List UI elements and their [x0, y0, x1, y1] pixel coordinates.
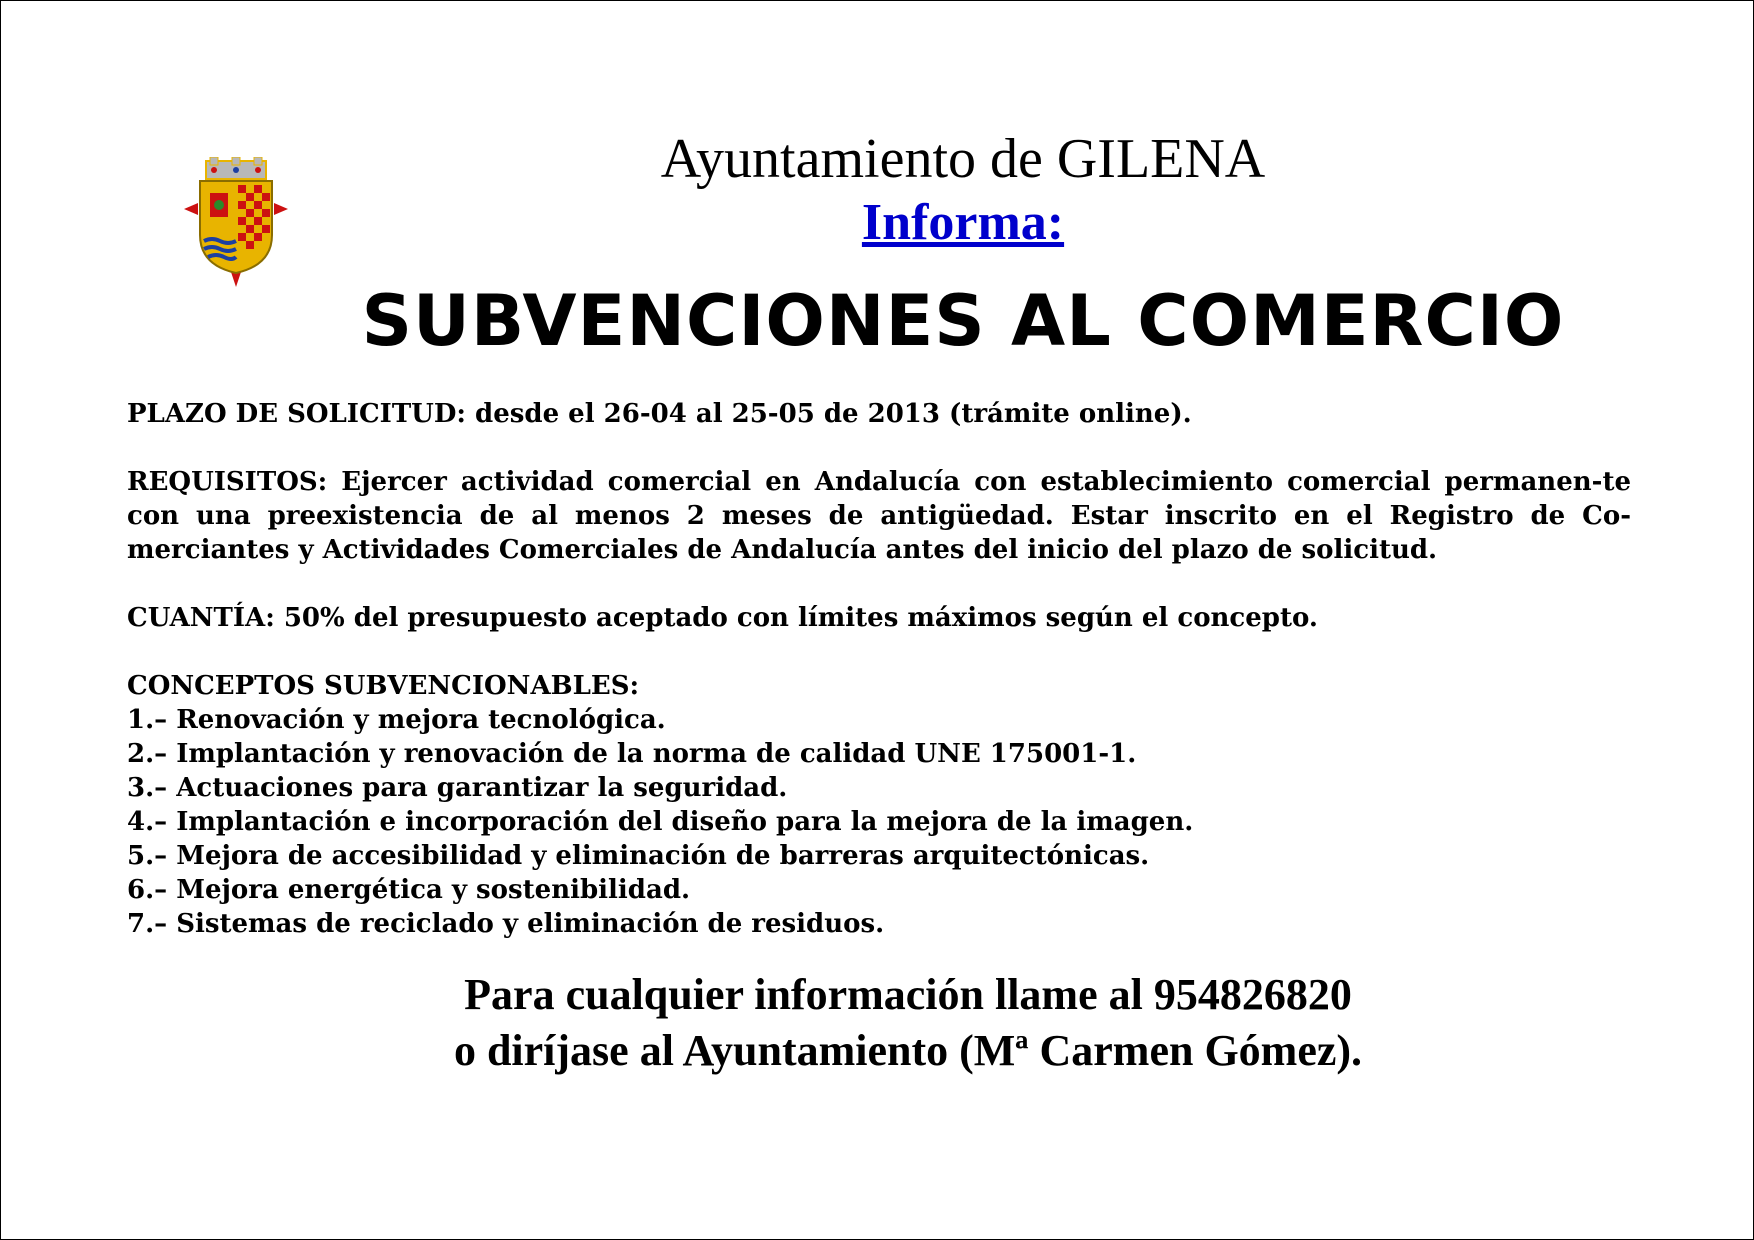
list-item: 1.– Renovación y mejora tecnológica.: [127, 705, 666, 735]
list-item: 3.– Actuaciones para garantizar la seguridad.: [127, 773, 788, 803]
contact-footer: [1, 967, 1754, 1079]
contact-line-phone: Para cualquier información llame al 954826820: [464, 970, 1352, 1019]
list-item: 4.– Implantación e incorporación del diseño para la mejora de la imagen.: [127, 807, 1194, 837]
concepts-title: CONCEPTOS SUBVENCIONABLES:: [127, 671, 640, 701]
list-item: 7.– Sistemas de reciclado y eliminación de residuos.: [127, 909, 885, 939]
notice-body: [127, 397, 1631, 941]
organization-title: Ayuntamiento de GILENA: [660, 128, 1266, 190]
amount: CUANTÍA: 50% del presupuesto aceptado con límites máximos según el concepto.: [127, 603, 1318, 633]
contact-line-office: o diríjase al Ayuntamiento (Mª Carmen Gómez).: [453, 1026, 1363, 1075]
informa-label: Informa:: [861, 194, 1065, 251]
requirements: REQUISITOS: Ejercer actividad comercial en Andalucía con establecimiento comercial permanen-te con una preexistencia de al menos 2 meses de antigüedad. Estar inscrito en el Registro de Co-merciantes y Actividades Comerciales de Andalucía antes del inicio del plazo de solicitud.: [127, 467, 1631, 565]
list-item: 5.– Mejora de accesibilidad y eliminación de barreras arquitectónicas.: [127, 841, 1150, 871]
list-item: 6.– Mejora energética y sostenibilidad.: [127, 875, 691, 905]
informa-heading: [1, 193, 1754, 253]
application-period: PLAZO DE SOLICITUD: desde el 26-04 al 25-05 de 2013 (trámite online).: [127, 399, 1192, 429]
concepts-list: [127, 703, 1631, 941]
page-headline: SUBVENCIONES AL COMERCIO: [361, 280, 1565, 362]
list-item: 2.– Implantación y renovación de la norma de calidad UNE 175001-1.: [127, 739, 1137, 769]
